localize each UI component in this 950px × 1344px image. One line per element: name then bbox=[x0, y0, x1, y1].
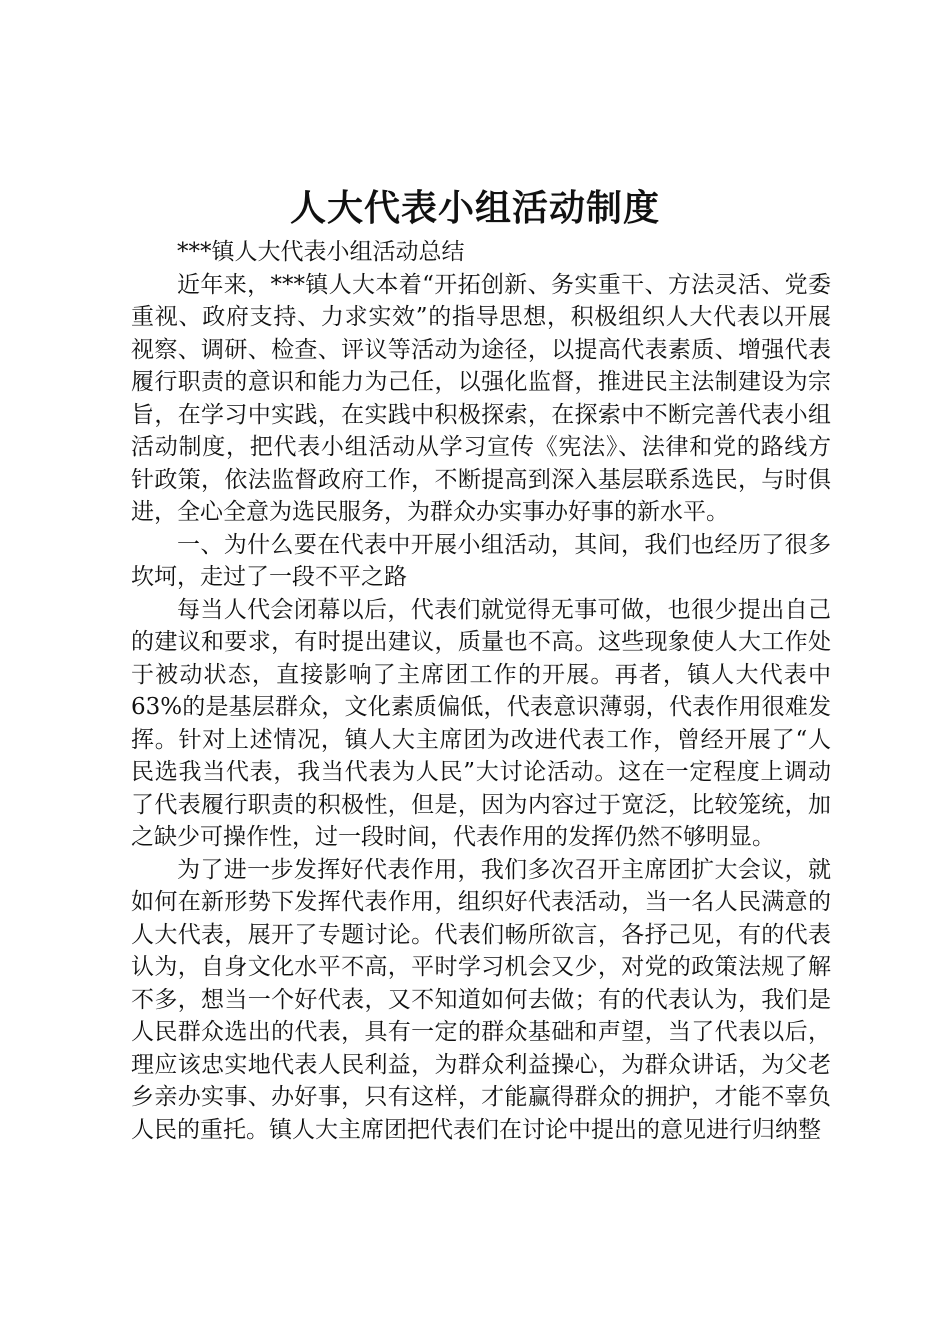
document-body bbox=[131, 236, 831, 1146]
intro-paragraph: 近年来，***镇人大本着“开拓创新、务实重干、方法灵活、党委重视、政府支持、力求实效”的指导思想，积极组织人大代表以开展视察、调研、检查、评议等活动为途径，以提高代表素质、增强代表履行职责的意识和能力为己任，以强化监督，推进民主法制建设为宗旨，在学习中实践，在实践中积极探索，在探索中不断完善代表小组活动制度，把代表小组活动从学习宣传《宪法》、法律和党的路线方针政策，依法监督政府工作，不断提高到深入基层联系选民，与时俱进，全心全意为选民服务，为群众办实事办好事的新水平。 bbox=[131, 271, 831, 525]
section-heading-paragraph: 一、为什么要在代表中开展小组活动，其间，我们也经历了很多坎坷，走过了一段不平之路 bbox=[131, 531, 831, 590]
document-title: 人大代表小组活动制度 bbox=[289, 187, 660, 229]
body-paragraph: 每当人代会闭幕以后，代表们就觉得无事可做，也很少提出自己的建议和要求，有时提出建议，质量也不高。这些现象使人大工作处于被动状态，直接影响了主席团工作的开展。再者，镇人大代表中63%的是基层群众，文化素质偏低，代表意识薄弱，代表作用很难发挥。针对上述情况，镇人大主席团为改进代表工作，曾经开展了“人民选我当代表，我当代表为人民”大讨论活动。这在一定程度上调动了代表履行职责的积极性，但是，因为内容过于宽泛，比较笼统，加之缺少可操作性，过一段时间，代表作用的发挥仍然不够明显。 bbox=[131, 596, 831, 850]
body-paragraph: 为了进一步发挥好代表作用，我们多次召开主席团扩大会议，就如何在新形势下发挥代表作用，组织好代表活动，当一名人民满意的人大代表，展开了专题讨论。代表们畅所欲言，各抒己见，有的代表认为，自身文化水平不高，平时学习机会又少，对党的政策法规了解不多，想当一个好代表，又不知道如何去做；有的代表认为，我们是人民群众选出的代表，具有一定的群众基础和声望，当了代表以后，理应该忠实地代表人民利益，为群众利益操心，为群众讲话，为父老乡亲办实事、办好事，只有这样，才能赢得群众的拥护，才能不辜负人民的重托。镇人大主席团把代表们在讨论中提出的意见进行归纳整 bbox=[131, 856, 831, 1143]
subtitle-paragraph: ***镇人大代表小组活动总结 bbox=[177, 239, 465, 265]
